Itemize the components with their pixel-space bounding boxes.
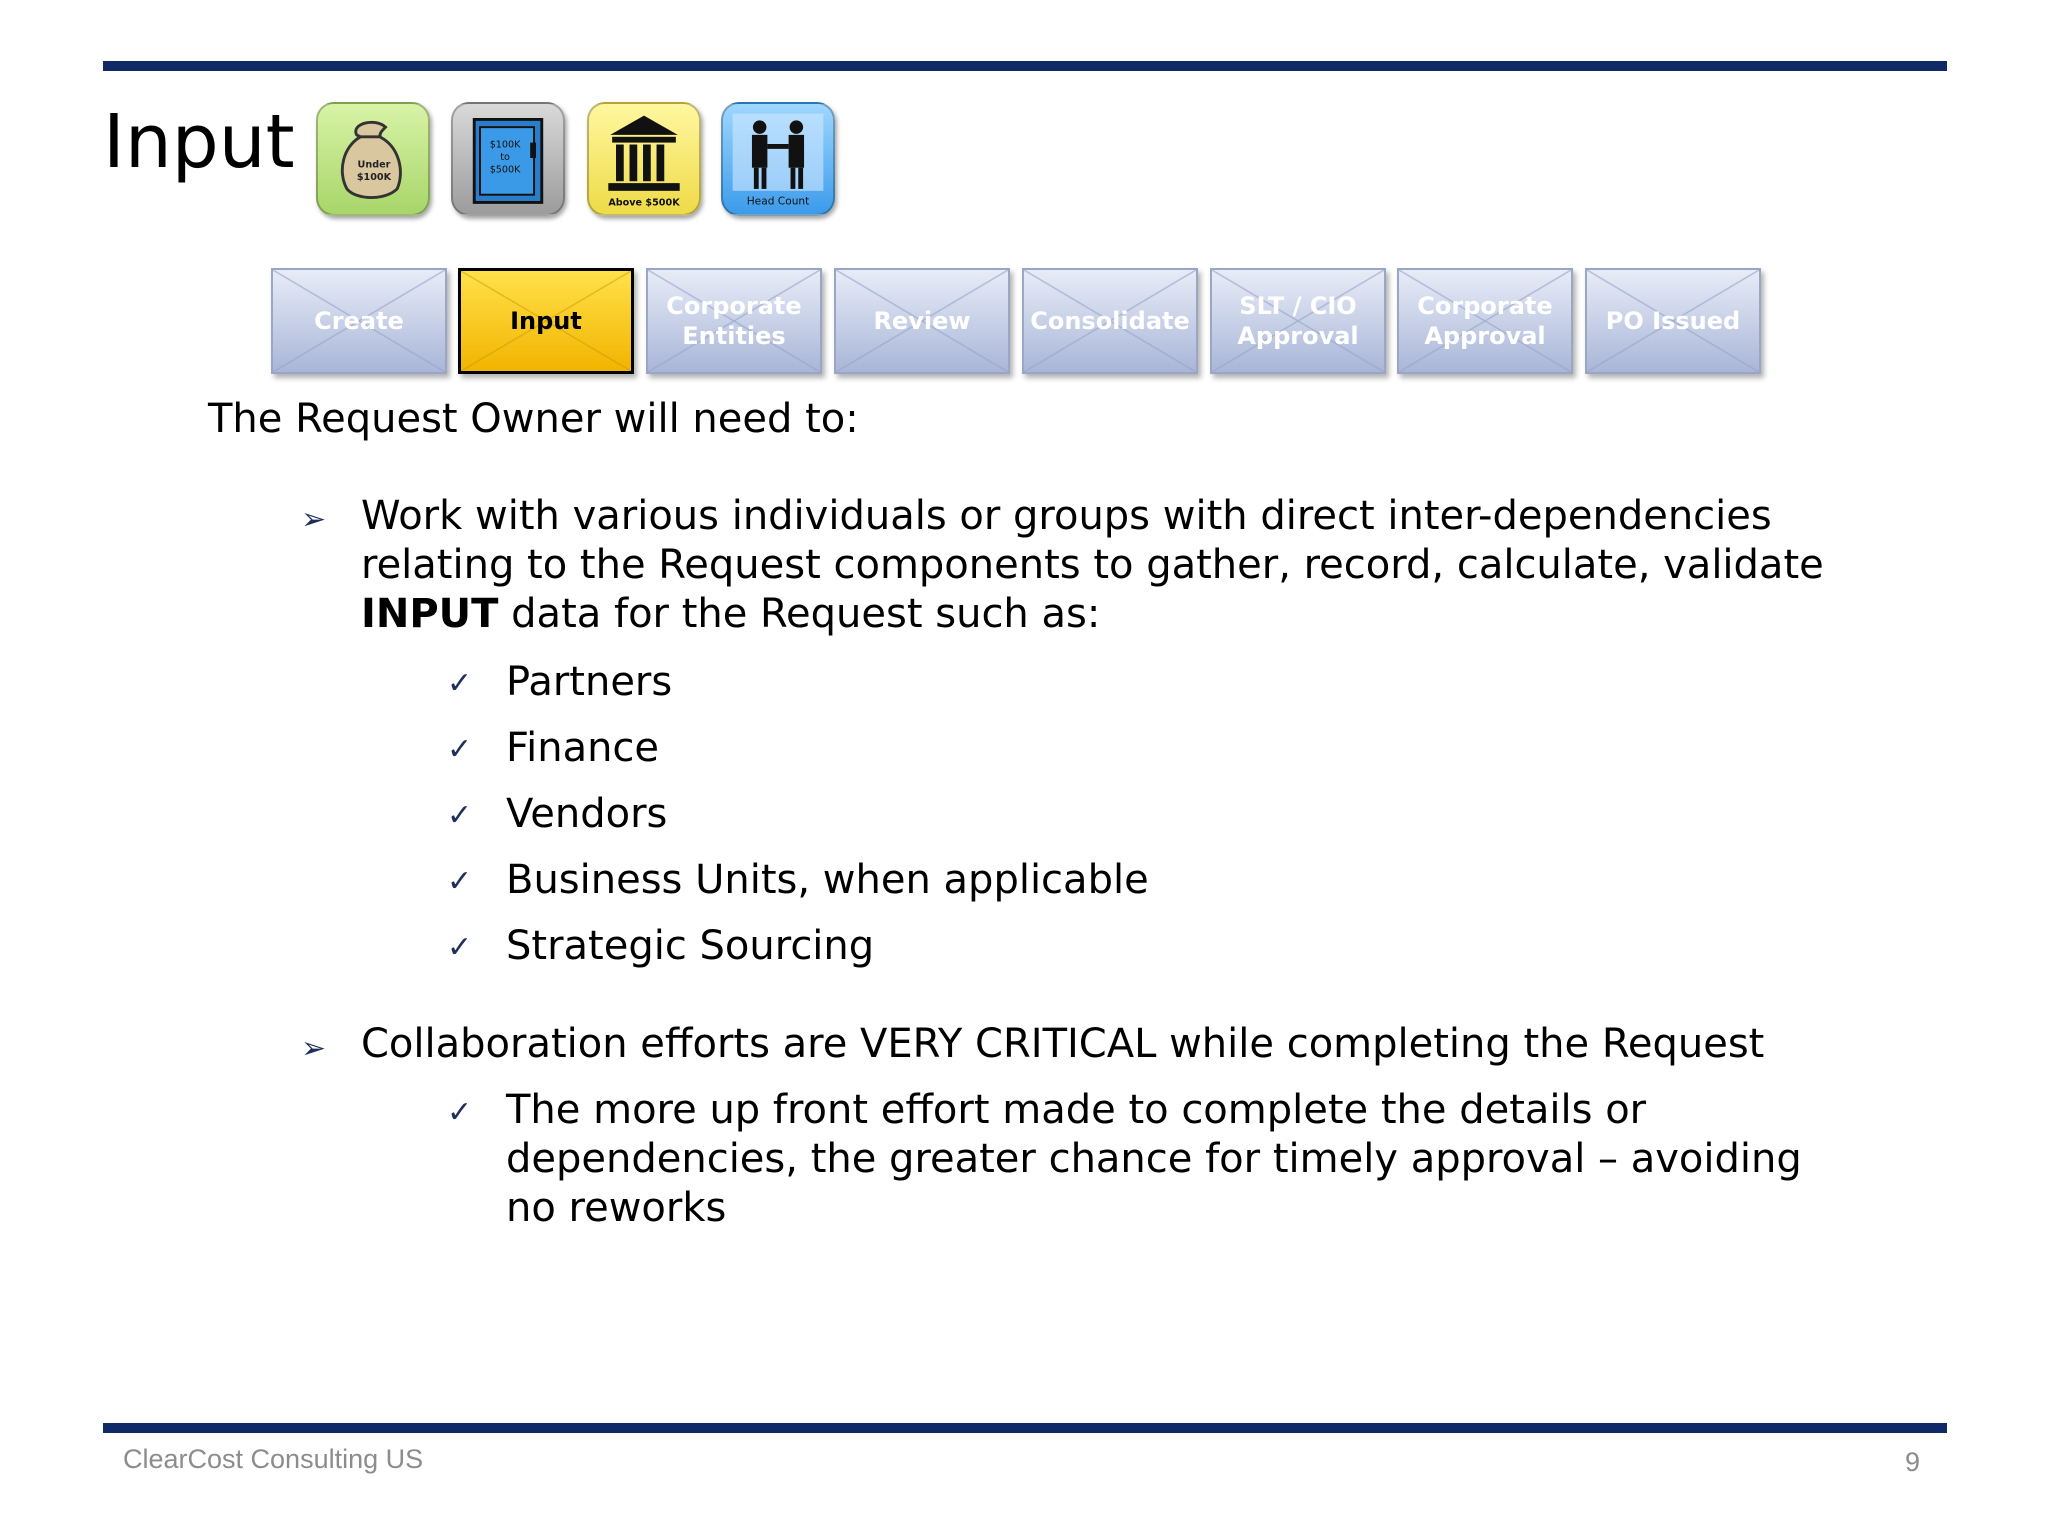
list-item: Strategic Sourcing [506,923,875,969]
list-item: Vendors [506,791,668,837]
bullet-paragraph: Collaboration efforts are VERY CRITICAL while completing the Request [361,1021,1765,1067]
bottom-rule [103,1423,1947,1433]
svg-text:Above $500K: Above $500K [608,197,680,209]
step-consolidate: Consolidate [1022,268,1198,374]
step-corporate-entities: Corporate Entities [646,268,822,374]
svg-text:$500K: $500K [489,164,521,176]
footer-company: ClearCost Consulting US [123,1444,424,1474]
svg-text:Under: Under [357,159,391,171]
lead-text: The Request Owner will need to: [208,396,859,442]
svg-text:to: to [500,151,510,163]
check-icon: ✓ [447,1096,473,1129]
check-icon: ✓ [447,733,473,766]
check-icon: ✓ [447,931,473,964]
list-item: Finance [506,725,660,771]
check-icon: ✓ [447,865,473,898]
step-input-active: Input [458,268,634,374]
step-po-issued: PO Issued [1585,268,1761,374]
svg-text:$100K: $100K [489,139,521,151]
list-item: Partners [506,659,673,705]
top-rule [103,61,1947,71]
page-number: 9 [1905,1447,1921,1477]
step-corporate-approval: Corporate Approval [1397,268,1573,374]
money-bag-icon [316,102,430,216]
slide-title: Input [103,99,295,185]
check-icon: ✓ [447,667,473,700]
list-item: The more up front effort made to complete the details or dependencies, the greater chance for timely approval – avoiding no reworks [506,1087,1802,1231]
handshake-icon [721,102,835,216]
emphasis-input: INPUT [361,591,499,637]
step-create: Create [271,268,447,374]
svg-text:$100K: $100K [356,172,392,184]
svg-text:Head Count: Head Count [746,194,810,208]
step-slt-cio-approval: SLT / CIO Approval [1210,268,1386,374]
safe-icon [451,102,565,216]
check-icon: ✓ [447,799,473,832]
step-review: Review [834,268,1010,374]
bank-icon [587,102,701,216]
list-item: Business Units, when applicable [506,857,1149,903]
arrow-bullet-icon: ➢ [301,1032,327,1065]
bullet-paragraph: Work with various individuals or groups with direct inter-dependencies relating to the Request components to gather, record, calculate, validate INPUT data for the Request such as: [361,493,1824,637]
arrow-bullet-icon: ➢ [301,503,327,536]
